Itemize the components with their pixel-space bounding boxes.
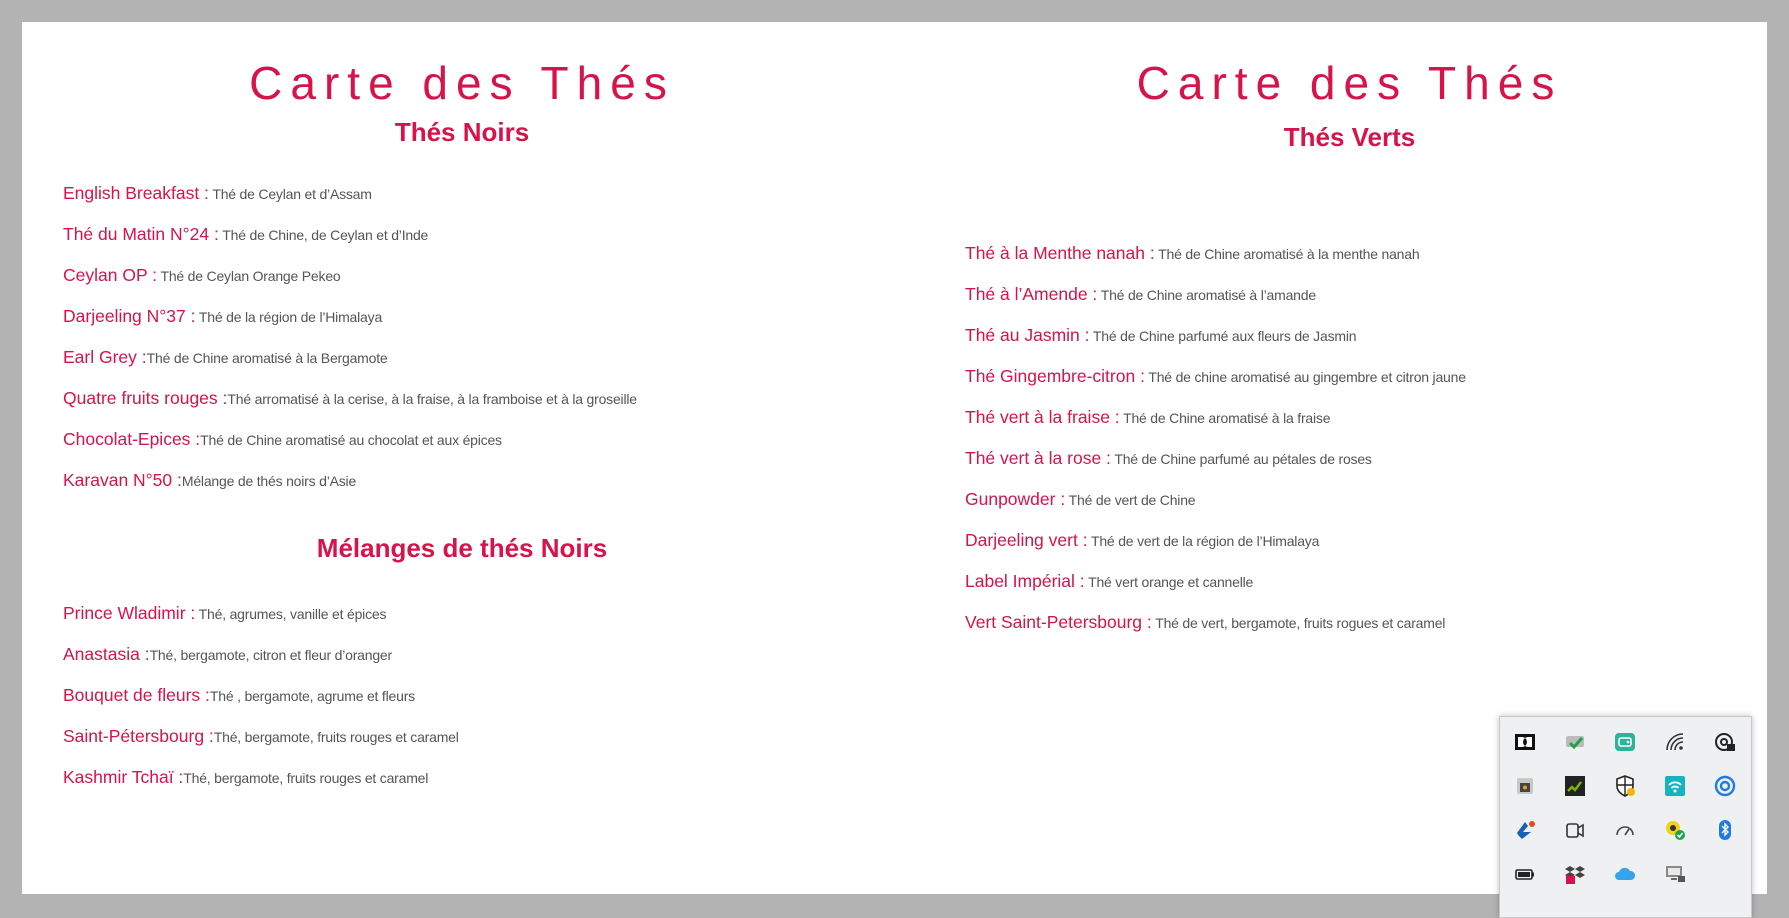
item-description: Thé de vert de Chine (1065, 492, 1196, 508)
security-shield-icon[interactable] (1613, 774, 1637, 798)
menu-item (965, 491, 1195, 509)
item-name: Darjeeling vert : (965, 530, 1088, 550)
item-description: Thé, bergamote, fruits rouges et caramel (213, 729, 459, 745)
item-name: Ceylan OP : (63, 265, 158, 285)
item-name: Thé vert à la rose : (965, 448, 1111, 468)
item-description: Thé vert orange et cannelle (1084, 574, 1254, 590)
item-name: Thé à la Menthe nanah : (965, 243, 1155, 263)
bluetooth-icon[interactable] (1713, 818, 1737, 842)
menu-item (965, 368, 1466, 386)
menu-item (63, 349, 388, 367)
audio-app-icon[interactable] (1513, 774, 1537, 798)
menu-item (63, 267, 341, 285)
system-tray-overflow (1499, 716, 1752, 918)
item-description: Thé de Chine aromatisé à la menthe nanah (1154, 246, 1420, 262)
menu-item (965, 532, 1319, 550)
camera-icon[interactable] (1563, 818, 1587, 842)
item-description: Thé , bergamote, agrume et fleurs (209, 688, 415, 704)
nvidia-icon[interactable] (1563, 774, 1587, 798)
battery-icon[interactable] (1513, 862, 1537, 886)
menu-item (965, 327, 1356, 345)
dropbox-alert-icon[interactable] (1563, 862, 1587, 886)
section-title-black-blends: Mélanges de thés Noirs (316, 533, 608, 563)
item-name: Earl Grey : (63, 347, 147, 367)
item-name: Bouquet de fleurs : (63, 685, 210, 705)
section-title-green-teas: Thés Verts (1283, 122, 1416, 152)
dolby-icon[interactable] (1513, 730, 1537, 754)
display-icon[interactable] (1663, 862, 1687, 886)
item-description: Thé de Chine aromatisé à la Bergamote (146, 350, 388, 366)
performance-meter-icon[interactable] (1613, 818, 1637, 842)
item-name: Thé à l’Amende : (965, 284, 1098, 304)
menu-item (63, 185, 372, 203)
menu-item (965, 573, 1253, 591)
item-name: Chocolat-Epices : (63, 429, 201, 449)
menu-item (63, 605, 386, 623)
item-name: Quatre fruits rouges : (63, 388, 228, 408)
item-name: Anastasia : (63, 644, 150, 664)
item-description: Thé de Ceylan et d’Assam (208, 186, 372, 202)
item-description: Thé, agrumes, vanille et épices (195, 606, 387, 622)
item-description: Thé de vert, bergamote, fruits rogues et caramel (1151, 615, 1446, 631)
page-title: Carte des Thés (1136, 57, 1563, 109)
menu-item (965, 614, 1445, 632)
menu-item (63, 308, 382, 326)
item-name: Saint-Pétersbourg : (63, 726, 214, 746)
section-title-black-teas: Thés Noirs (394, 117, 530, 147)
menu-item (63, 646, 392, 664)
item-name: Thé vert à la fraise : (965, 407, 1120, 427)
menu-item (63, 769, 428, 787)
teamviewer-icon[interactable] (1513, 818, 1537, 842)
menu-item (63, 390, 637, 408)
item-description: Thé de Ceylan Orange Pekeo (157, 268, 341, 284)
item-name: Vert Saint-Petersbourg : (965, 612, 1152, 632)
item-name: Prince Wladimir : (63, 603, 196, 623)
item-description: Thé de la région de l’Himalaya (195, 309, 383, 325)
item-description: Thé de Chine parfumé aux fleurs de Jasmin (1089, 328, 1357, 344)
item-description: Thé de Chine aromatisé au chocolat et aux épices (200, 432, 502, 448)
item-description: Thé, bergamote, fruits rouges et caramel (183, 770, 429, 786)
menu-item (965, 409, 1330, 427)
menu-item (63, 431, 502, 449)
vpn-lock-icon[interactable] (1713, 730, 1737, 754)
wifi-signal-icon[interactable] (1663, 730, 1687, 754)
menu-item (965, 245, 1419, 263)
item-description: Thé de Chine, de Ceylan et d’Inde (218, 227, 429, 243)
item-description: Thé, bergamote, citron et fleur d’oranger (149, 647, 392, 663)
item-name: Darjeeling N°37 : (63, 306, 196, 326)
item-name: Thé Gingembre-citron : (965, 366, 1145, 386)
item-description: Thé de Chine aromatisé à l’amande (1097, 287, 1316, 303)
item-description: Thé arromatisé à la cerise, à la fraise, à la framboise et à la groseille (227, 391, 637, 407)
item-name: Thé au Jasmin : (965, 325, 1090, 345)
item-description: Thé de vert de la région de l’Himalaya (1087, 533, 1320, 549)
page-title: Carte des Thés (249, 57, 675, 109)
item-description: Mélange de thés noirs d’Asie (181, 473, 357, 489)
menu-item (63, 728, 459, 746)
item-name: Kashmir Tchaï : (63, 767, 184, 787)
menu-item (965, 286, 1316, 304)
menu-item (965, 450, 1372, 468)
wallet-icon[interactable] (1613, 730, 1637, 754)
cloud-check-icon[interactable] (1563, 730, 1587, 754)
hotspot-icon[interactable] (1663, 774, 1687, 798)
menu-item (63, 226, 428, 244)
menu-item (63, 472, 356, 490)
item-name: Label Impérial : (965, 571, 1085, 591)
onedrive-icon[interactable] (1613, 862, 1637, 886)
key-check-icon[interactable] (1663, 818, 1687, 842)
sync-icon[interactable] (1713, 774, 1737, 798)
item-description: Thé de Chine aromatisé à la fraise (1119, 410, 1331, 426)
item-name: Thé du Matin N°24 : (63, 224, 219, 244)
item-name: Karavan N°50 : (63, 470, 182, 490)
item-name: Gunpowder : (965, 489, 1066, 509)
item-description: Thé de chine aromatisé au gingembre et citron jaune (1144, 369, 1466, 385)
item-name: English Breakfast : (63, 183, 209, 203)
item-description: Thé de Chine parfumé au pétales de roses (1110, 451, 1372, 467)
menu-item (63, 687, 415, 705)
